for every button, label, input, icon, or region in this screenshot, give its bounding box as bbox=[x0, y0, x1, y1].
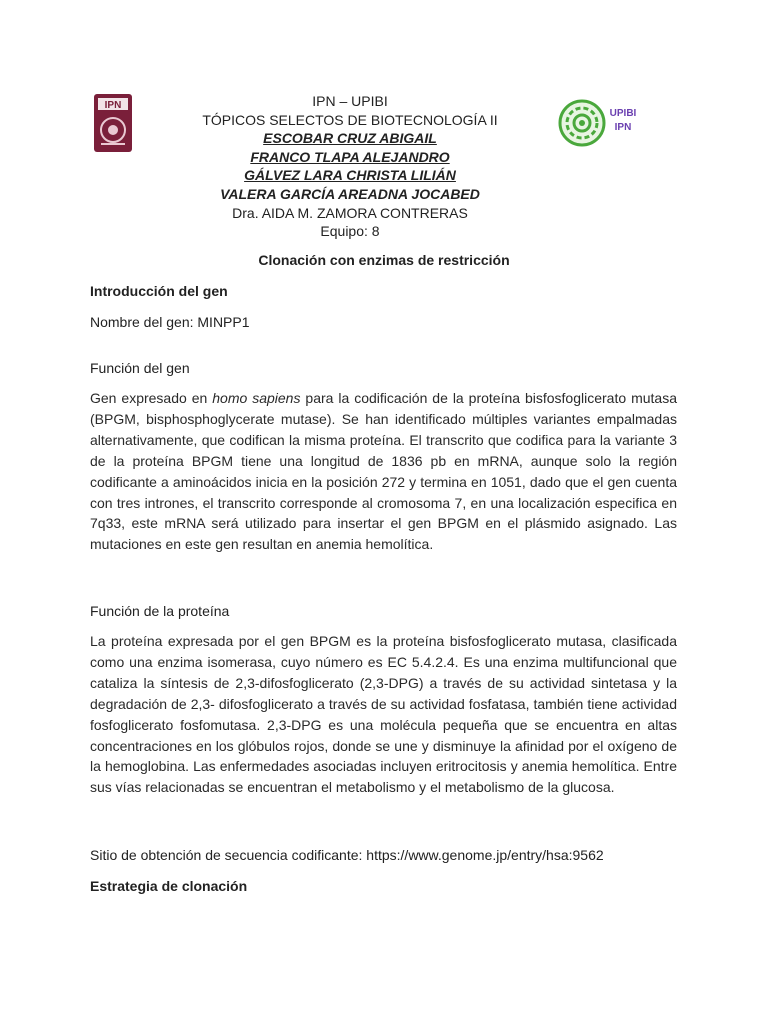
document-header bbox=[150, 92, 550, 241]
author-name-4: VALERA GARCÍA AREADNA JOCABED bbox=[220, 185, 480, 202]
gene-function-text-rest: para la codificación de la proteína bisfosfoglicerato mutasa (BPGM, bisphosphoglycerate mutase). Se han identificado múltiples variantes empalmadas alternativamente, que codifican la misma proteína. El transcrito que codifica para la variante 3 de la proteína BPGM tiene una longitud de 1836 pb en mRNA, aunque solo la región codificante a aminoácidos inicia en la posición 272 y termina en 1051, dado que el gen cuenta con tres intrones, el transcrito corresponde al cromosoma 7, en una localización especifica en 7q33, este mRNA será utilizado para insertar el gen BPGM en el plásmido asignado. Las mutaciones en este gen resultan en anemia hemolítica. bbox=[90, 390, 677, 553]
author-name-1: ESCOBAR CRUZ ABIGAIL bbox=[263, 130, 437, 147]
svg-text:UPIBI: UPIBI bbox=[609, 108, 637, 119]
document-title: Clonación con enzimas de restricción bbox=[258, 252, 510, 268]
author-name-3: GÁLVEZ LARA CHRISTA LILIÁN bbox=[244, 167, 456, 184]
intro-heading: Introducción del gen bbox=[90, 283, 228, 299]
gene-function-text-start: Gen expresado en bbox=[90, 390, 213, 406]
professor-line: Dra. AIDA M. ZAMORA CONTRERAS bbox=[232, 204, 468, 221]
ipn-logo-text: IPN bbox=[104, 100, 122, 111]
institution-line: IPN – UPIBI bbox=[312, 93, 388, 109]
author-name-2: FRANCO TLAPA ALEJANDRO bbox=[250, 148, 450, 165]
protein-function-heading: Función de la proteína bbox=[90, 603, 230, 619]
cloning-strategy-heading: Estrategia de clonación bbox=[90, 878, 248, 894]
gene-function-paragraph bbox=[90, 388, 677, 555]
sequence-source-line: Sitio de obtención de secuencia codificante: https://www.genome.jp/entry/hsa:9562 bbox=[90, 847, 604, 863]
svg-text:IPN: IPN bbox=[614, 122, 632, 133]
species-name: homo sapiens bbox=[212, 390, 301, 406]
gene-name-line: Nombre del gen: MINPP1 bbox=[90, 314, 250, 330]
team-line: Equipo: 8 bbox=[320, 223, 380, 240]
gene-function-heading: Función del gen bbox=[90, 360, 190, 376]
upibi-logo bbox=[556, 96, 646, 150]
protein-function-paragraph: La proteína expresada por el gen BPGM es la proteína bisfosfoglicerato mutasa, clasificada como una enzima isomerasa, cuyo número es EC 5.4.2.4. Es una enzima multifuncional que cataliza la síntesis de 2,3-difosfoglicerato (2,3-DPG) a través de su actividad sintetasa y la degradación de 2,3- difosfoglicerato a través de su actividad fosfatasa, también tiene actividad fosfoglicerato fosfomutasa. 2,3-DPG es una molécula pequeña que se encuentra en altas concentraciones en los glóbulos rojos, donde se une y disminuye la afinidad por el oxígeno de la hemoglobina. Las enfermedades asociadas incluyen eritrocitosis y anemia hemolítica. Entre sus vías relacionadas se encuentran el metabolismo y el metabolismo de la glucosa. bbox=[90, 633, 677, 796]
course-line: TÓPICOS SELECTOS DE BIOTECNOLOGÍA II bbox=[202, 111, 498, 128]
ipn-logo bbox=[92, 92, 134, 154]
